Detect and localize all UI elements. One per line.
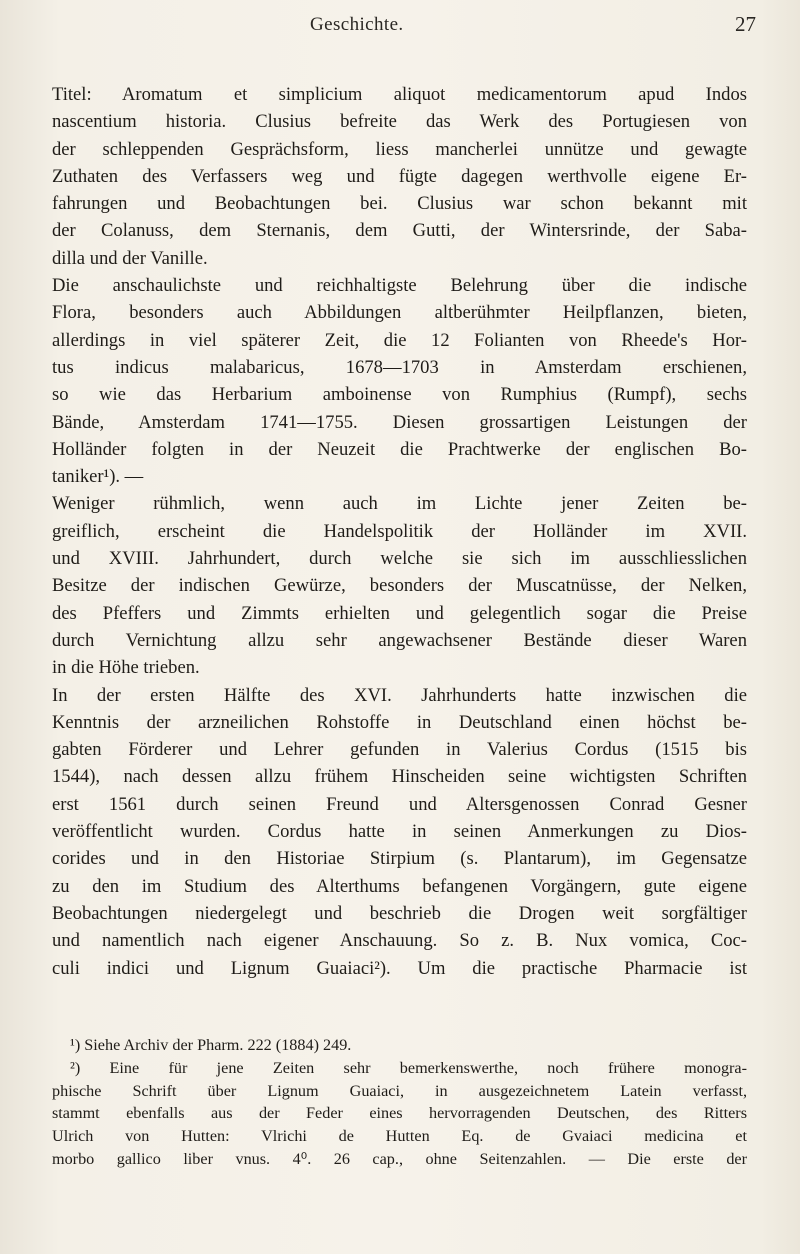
text-line: greiflich, erscheint die Handelspolitik der Holländer im XVII.: [52, 520, 747, 542]
text-line: veröffentlicht wurden. Cordus hatte in seinen Anmerkungen zu Dios-: [52, 821, 747, 843]
main-text: [52, 81, 747, 982]
text-line: Beobachtungen niedergelegt und beschrieb die Drogen weit sorgfältiger: [52, 902, 747, 924]
footnote-line: stammt ebenfalls aus der Feder eines hervorragenden Deutschen, des Ritters: [52, 1104, 747, 1123]
page-number: 27: [735, 12, 756, 36]
running-head: Geschichte.: [310, 14, 404, 35]
text-line: und namentlich nach eigener Anschauung. So z. B. Nux vomica, Coc-: [52, 930, 747, 952]
text-line: des Pfeffers und Zimmts erhielten und gelegentlich sogar die Preise: [52, 602, 747, 624]
text-line: durch Vernichtung allzu sehr angewachsener Bestände dieser Waren: [52, 629, 747, 651]
text-line: Die anschaulichste und reichhaltigste Belehrung über die indische: [52, 275, 747, 297]
text-line: Holländer folgten in der Neuzeit die Prachtwerke der englischen Bo-: [52, 438, 747, 460]
text-line: gabten Förderer und Lehrer gefunden in Valerius Cordus (1515 bis: [52, 739, 747, 761]
text-line: so wie das Herbarium amboinense von Rumphius (Rumpf), sechs: [52, 384, 747, 406]
text-line: Besitze der indischen Gewürze, besonders der Muscatnüsse, der Nelken,: [52, 575, 747, 597]
text-line: erst 1561 durch seinen Freund und Altersgenossen Conrad Gesner: [52, 793, 747, 815]
text-line: zu den im Studium des Alterthums befangenen Vorgängern, gute eigene: [52, 875, 747, 897]
text-line: taniker¹). —: [52, 466, 144, 488]
text-line: der schleppenden Gesprächsform, liess mancherlei unnütze und gewagte: [52, 138, 747, 160]
text-line: In der ersten Hälfte des XVI. Jahrhunderts hatte inzwischen die: [52, 684, 747, 706]
footnote-line: ¹) Siehe Archiv der Pharm. 222 (1884) 249.: [70, 1036, 352, 1054]
text-line: dilla und der Vanille.: [52, 247, 208, 269]
text-line: in die Höhe trieben.: [52, 657, 200, 679]
text-line: culi indici und Lignum Guaiaci²). Um die practische Pharmacie ist: [52, 957, 747, 979]
text-line: 1544), nach dessen allzu frühem Hinscheiden seine wichtigsten Schriften: [52, 766, 747, 788]
text-line: und XVIII. Jahrhundert, durch welche sie sich im ausschliesslichen: [52, 548, 747, 570]
text-line: Zuthaten des Verfassers weg und fügte dagegen werthvolle eigene Er-: [52, 165, 747, 187]
footnote-line: Ulrich von Hutten: Vlrichi de Hutten Eq. de Gvaiaci medicina et: [52, 1127, 747, 1146]
text-line: fahrungen und Beobachtungen bei. Clusius war schon bekannt mit: [52, 193, 747, 215]
footnotes: [52, 1034, 747, 1171]
text-line: nascentium historia. Clusius befreite das Werk des Portugiesen von: [52, 111, 747, 133]
text-line: allerdings in viel späterer Zeit, die 12 Folianten von Rheede's Hor-: [52, 329, 747, 351]
text-line: corides und in den Historiae Stirpium (s. Plantarum), im Gegensatze: [52, 848, 747, 870]
footnote-line: ²) Eine für jene Zeiten sehr bemerkenswerthe, noch frühere monogra-: [70, 1058, 747, 1077]
text-line: Titel: Aromatum et simplicium aliquot medicamentorum apud Indos: [52, 84, 747, 105]
text-line: Flora, besonders auch Abbildungen altberühmter Heilpflanzen, bieten,: [52, 302, 747, 324]
text-line: Bände, Amsterdam 1741—1755. Diesen grossartigen Leistungen der: [52, 411, 747, 433]
text-line: der Colanuss, dem Sternanis, dem Gutti, der Wintersrinde, der Saba-: [52, 220, 747, 242]
text-line: Kenntnis der arzneilichen Rohstoffe in Deutschland einen höchst be-: [52, 711, 747, 733]
page-header: [0, 12, 800, 42]
text-line: tus indicus malabaricus, 1678—1703 in Amsterdam erschienen,: [52, 356, 747, 378]
text-line: Weniger rühmlich, wenn auch im Lichte jener Zeiten be-: [52, 493, 747, 515]
footnote-line: morbo gallico liber vnus. 4⁰. 26 cap., ohne Seitenzahlen. — Die erste der: [52, 1149, 747, 1168]
footnote-line: phische Schrift über Lignum Guaiaci, in ausgezeichnetem Latein verfasst,: [52, 1081, 747, 1100]
